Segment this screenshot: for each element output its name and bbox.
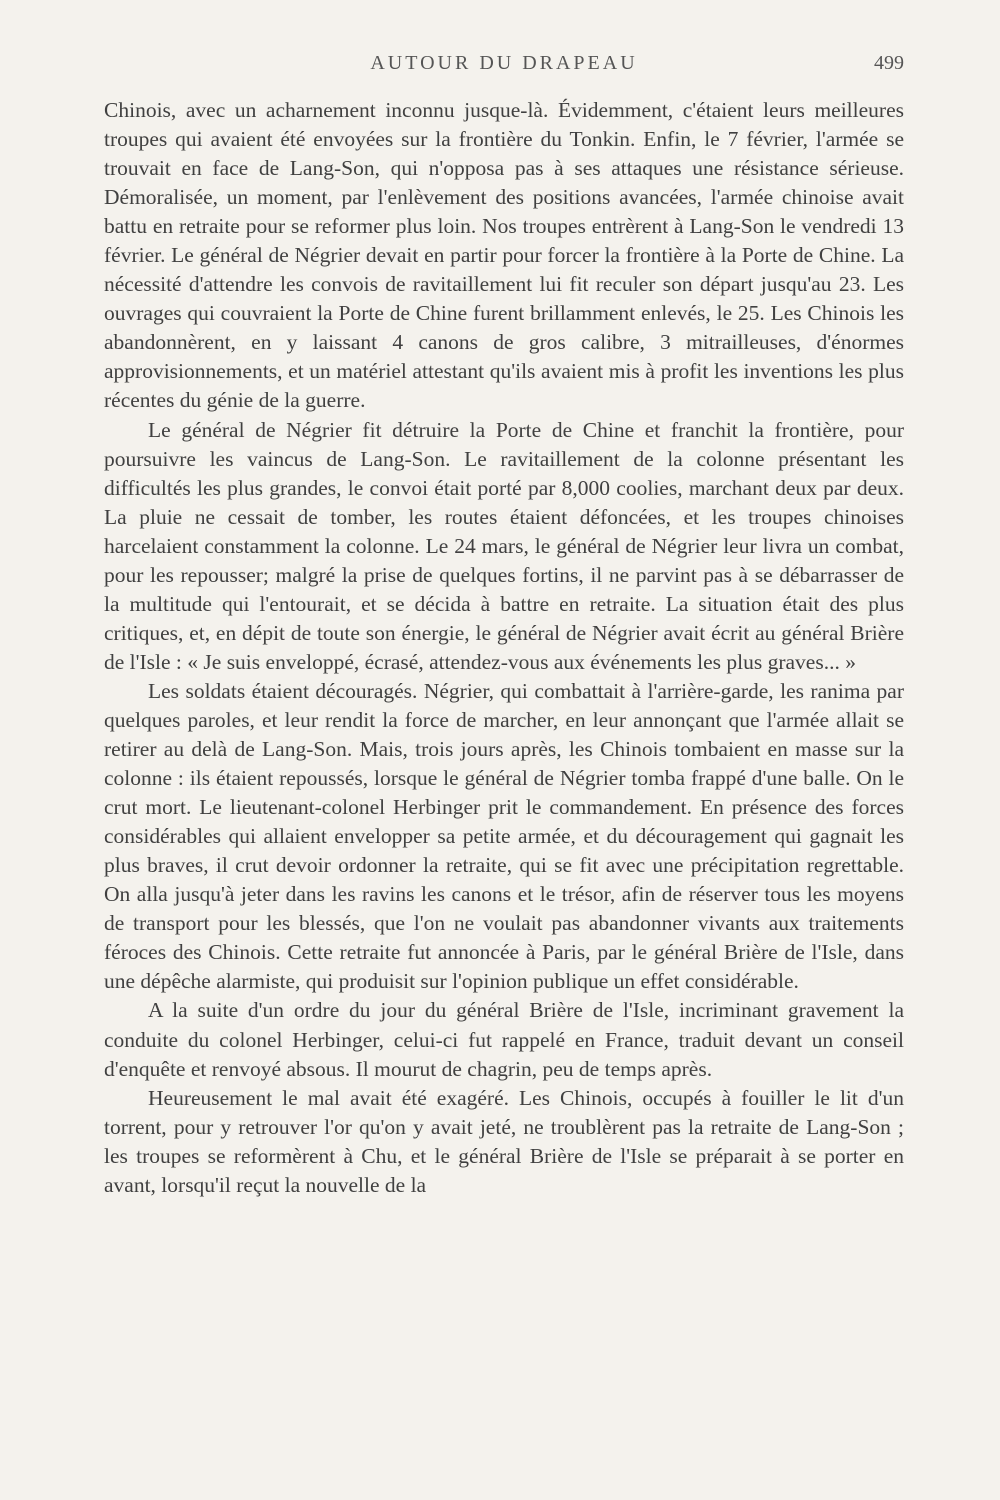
body-text xyxy=(104,96,904,1200)
paragraph-1: Chinois, avec un acharnement inconnu jusque-là. Évidemment, c'étaient leurs meilleures troupes qui avaient été envoyées sur la frontière du Tonkin. Enfin, le 7 février, l'armée se trouvait en face de Lang-Son, qui n'opposa pas à ses attaques une résistance sérieuse. Démoralisée, un moment, par l'enlèvement des positions avancées, l'armée chinoise avait battu en retraite pour se reformer plus loin. Nos troupes entrèrent à Lang-Son le vendredi 13 février. Le général de Négrier devait en partir pour forcer la frontière à la Porte de Chine. La nécessité d'attendre les convois de ravitaillement lui fit reculer son départ jusqu'au 23. Les ouvrages qui couvraient la Porte de Chine furent brillamment enlevés, le 25. Les Chinois les abandonnèrent, en y laissant 4 canons de gros calibre, 3 mitrailleuses, d'énormes approvisionnements, et un matériel attestant qu'ils avaient mis à profit les inventions les plus récentes du génie de la guerre. xyxy=(104,98,904,413)
page-number: 499 xyxy=(874,52,904,74)
paragraph-4: A la suite d'un ordre du jour du général Brière de l'Isle, incriminant gravement la conduite du colonel Herbinger, celui-ci fut rappelé en France, traduit devant un conseil d'enquête et renvoyé absous. Il mourut de chagrin, peu de temps après. xyxy=(104,998,904,1081)
paragraph-3: Les soldats étaient découragés. Négrier, qui combattait à l'arrière-garde, les ranima par quelques paroles, et leur rendit la force de marcher, en leur annonçant que l'armée allait se retirer au delà de Lang-Son. Mais, trois jours après, les Chinois tombaient en masse sur la colonne : ils étaient repoussés, lorsque le général de Négrier tomba frappé d'une balle. On le crut mort. Le lieutenant-colonel Herbinger prit le commandement. En présence des forces considérables qui allaient envelopper sa petite armée, et du découragement qui gagnait les plus braves, il crut devoir ordonner la retraite, qui se fit avec une précipitation regrettable. On alla jusqu'à jeter dans les ravins les canons et le trésor, afin de réserver tous les moyens de transport pour les blessés, que l'on ne voulait pas abandonner vivants aux traitements féroces des Chinois. Cette retraite fut annoncée à Paris, par le général Brière de l'Isle, dans une dépêche alarmiste, qui produisit sur l'opinion publique un effet considérable. xyxy=(104,678,904,994)
paragraph-5: Heureusement le mal avait été exagéré. Les Chinois, occupés à fouiller le lit d'un torrent, pour y retrouver l'or qu'on y avait jeté, ne troublèrent pas la retraite de Lang-Son ; les troupes se reformèrent à Chu, et le général Brière de l'Isle se préparait à se porter en avant, lorsqu'il reçut la nouvelle de la xyxy=(104,1085,904,1197)
running-head xyxy=(104,52,904,82)
running-title: AUTOUR DU DRAPEAU xyxy=(370,52,638,74)
paragraph-2: Le général de Négrier fit détruire la Porte de Chine et franchit la frontière, pour poursuivre les vaincus de Lang-Son. Le ravitaillement de la colonne présentant les difficultés les plus grandes, le convoi était porté par 8,000 coolies, marchant deux par deux. La pluie ne cessait de tomber, les routes étaient défoncées, et les troupes chinoises harcelaient constamment la colonne. Le 24 mars, le général de Négrier leur livra un combat, pour les repousser; malgré la prise de quelques fortins, il ne parvint pas à se débarrasser de la multitude qui l'entourait, et se décida à battre en retraite. La situation était des plus critiques, et, en dépit de toute son énergie, le général de Négrier avait écrit au général Brière de l'Isle : « Je suis enveloppé, écrasé, attendez-vous aux événements les plus graves... » xyxy=(104,417,904,674)
